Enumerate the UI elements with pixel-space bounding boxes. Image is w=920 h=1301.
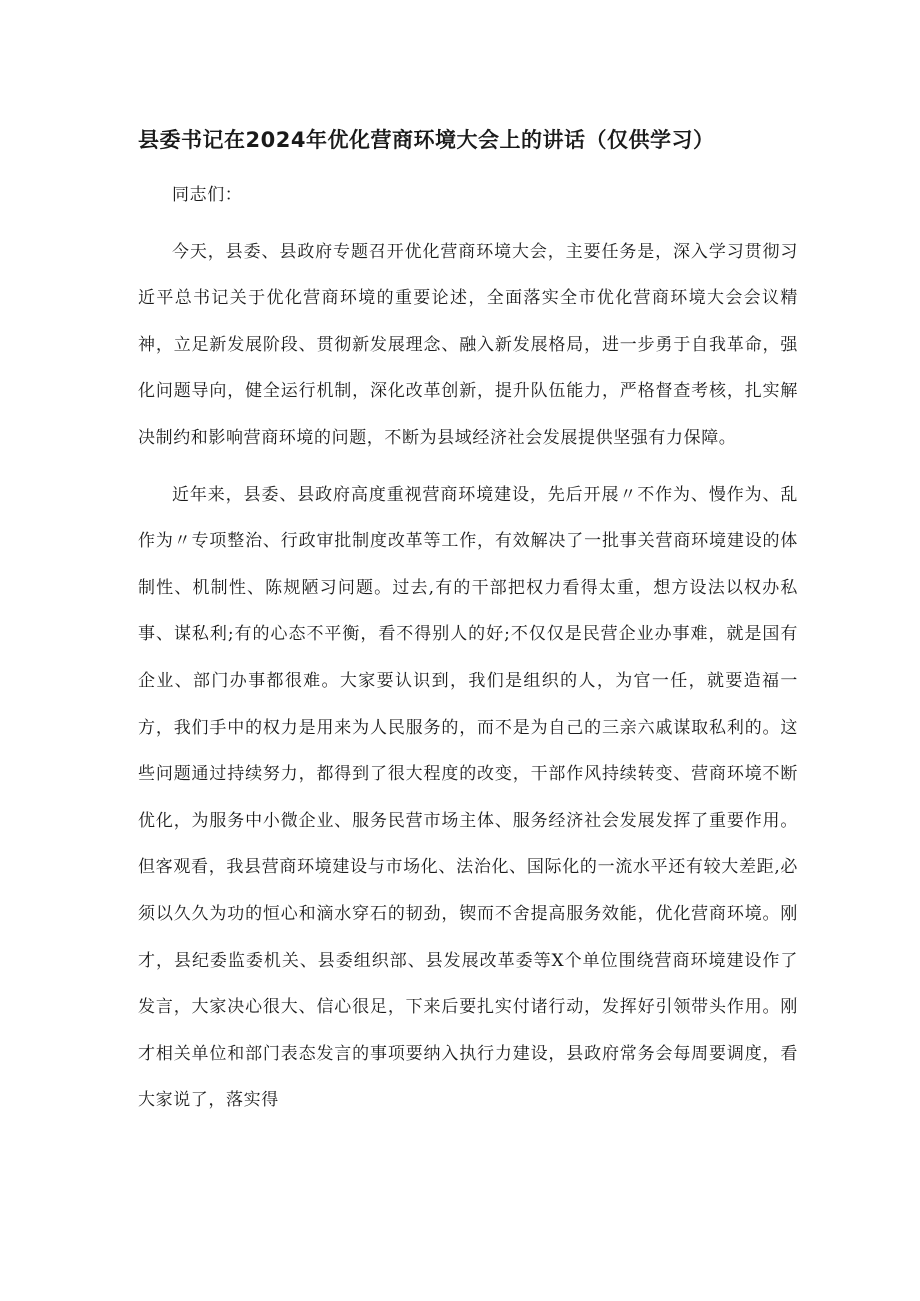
paragraph-2: 近年来，县委、县政府高度重视营商环境建设，先后开展〃不作为、慢作为、乱作为〃专项整治、行政审批制度改革等工作，有效解决了一批事关营商环境建设的体制性、机制性、陈规陋习问题。过去,有的干部把权力看得太重，想方设法以权办私事、谋私利;有的心态不平衡，看不得别人的好;不仅仅是民营企业办事难，就是国有企业、部门办事都很难。大家要认识到，我们是组织的人，为官一任，就要造福一方，我们手中的权力是用来为人民服务的，而不是为自己的三亲六戚谋取私利的。这些问题通过持续努力，都得到了很大程度的改变，干部作风持续转变、营商环境不断优化，为服务中小微企业、服务民营市场主体、服务经济社会发展发挥了重要作用。但客观看，我县营商环境建设与市场化、法治化、国际化的一流水平还有较大差距,必须以久久为功的恒心和滴水穿石的韧劲，锲而不舍提高服务效能，优化营商环境。刚才，县纪委监委机关、县委组织部、县发展改革委等X个单位围绕营商环境建设作了发言，大家决心很大、信心很足，下来后要扎实付诸行动，发挥好引领带头作用。刚才相关单位和部门表态发言的事项要纳入执行力建设，县政府常务会每周要调度，看大家说了，落实得: [138, 484, 798, 1111]
document-title: 县委书记在2024年优化营商环境大会上的讲话（仅供学习）: [138, 128, 715, 152]
paragraph-1: 今天，县委、县政府专题召开优化营商环境大会，主要任务是，深入学习贯彻习近平总书记关于优化营商环境的重要论述，全面落实全市优化营商环境大会会议精神，立足新发展阶段、贯彻新发展理念、融入新发展格局，进一步勇于自我革命，强化问题导向，健全运行机制，深化改革创新，提升队伍能力，严格督查考核，扎实解决制约和影响营商环境的问题，不断为县域经济社会发展提供坚强有力保障。: [138, 241, 798, 448]
document-body: [138, 172, 798, 1124]
salutation: 同志们：: [172, 185, 243, 205]
